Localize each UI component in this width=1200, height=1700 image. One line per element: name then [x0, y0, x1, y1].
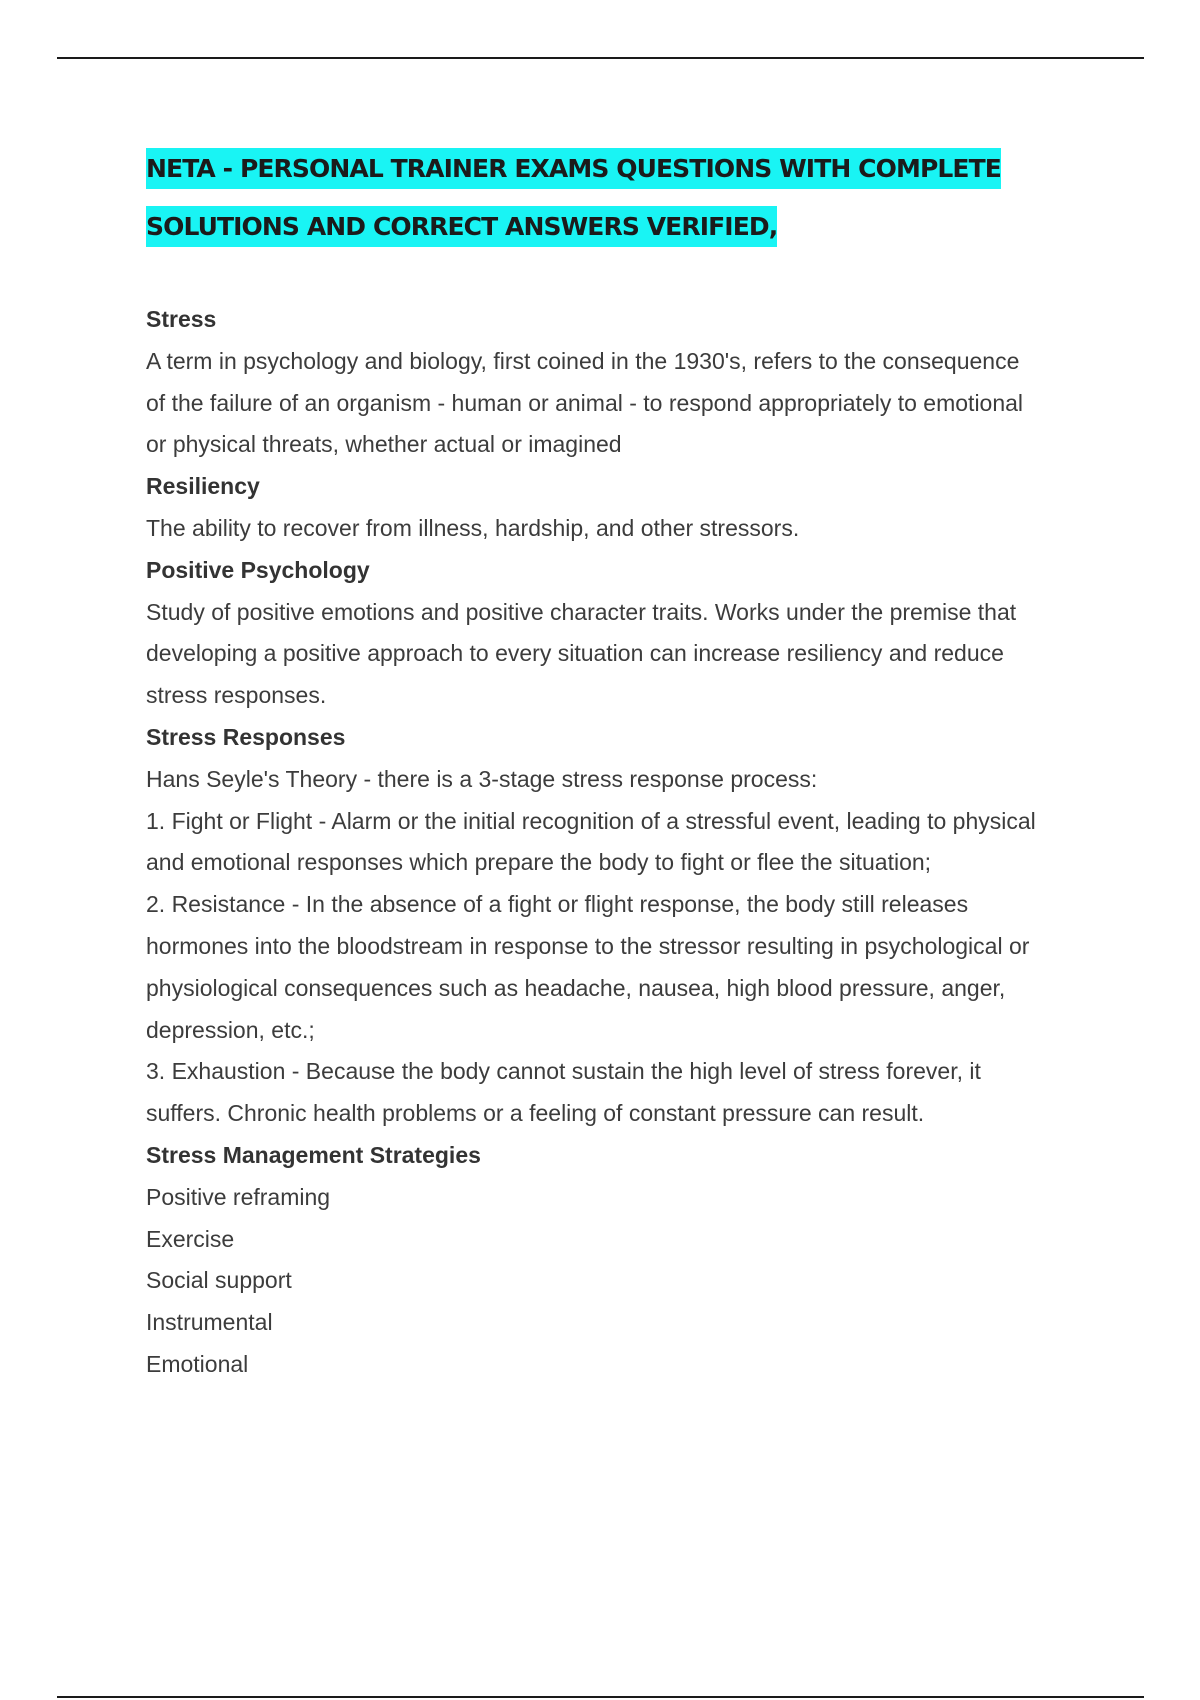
bottom-rule	[57, 1696, 1144, 1698]
term-positive-psychology: Positive Psychology	[146, 556, 370, 583]
definition-line: developing a positive approach to every situation can increase resiliency and reduce	[146, 640, 1004, 667]
term-resiliency: Resiliency	[146, 473, 260, 500]
definition-line: 1. Fight or Flight - Alarm or the initial recognition of a stressful event, leading to physical	[146, 807, 1036, 834]
top-rule	[57, 57, 1144, 59]
definition-line: suffers. Chronic health problems or a feeling of constant pressure can result.	[146, 1100, 925, 1127]
document-title	[146, 140, 1086, 256]
term-stress: Stress	[146, 306, 217, 332]
strategy-item: Social support	[146, 1267, 292, 1294]
definition-line: physiological consequences such as headache, nausea, high blood pressure, anger,	[146, 974, 1006, 1001]
definition-line: or physical threats, whether actual or imagined	[146, 431, 622, 458]
definition-line: of the failure of an organism - human or animal - to respond appropriately to emotional	[146, 389, 1024, 416]
definition-line: stress responses.	[146, 682, 327, 709]
definition-line: hormones into the bloodstream in response to the stressor resulting in psychological or	[146, 932, 1030, 959]
definition-line: Study of positive emotions and positive character traits. Works under the premise that	[146, 598, 1017, 625]
definition-line: Hans Seyle's Theory - there is a 3-stage stress response process:	[146, 765, 818, 792]
strategy-item: Positive reframing	[146, 1183, 331, 1210]
definition-line: A term in psychology and biology, first coined in the 1930's, refers to the consequence	[146, 347, 1020, 374]
strategy-item: Exercise	[146, 1225, 235, 1252]
definition-line: 3. Exhaustion - Because the body cannot sustain the high level of stress forever, it	[146, 1058, 981, 1085]
term-stress-management-strategies: Stress Management Strategies	[146, 1141, 481, 1168]
definition-line: The ability to recover from illness, hardship, and other stressors.	[146, 514, 800, 541]
title-line-2: SOLUTIONS AND CORRECT ANSWERS VERIFIED,	[146, 206, 777, 247]
strategy-item: Instrumental	[146, 1309, 273, 1336]
strategy-item: Emotional	[146, 1350, 249, 1377]
term-stress-responses: Stress Responses	[146, 723, 346, 750]
document-body	[146, 299, 1096, 1386]
title-line-1: NETA - PERSONAL TRAINER EXAMS QUESTIONS WITH COMPLETE	[146, 148, 1001, 189]
definition-line: 2. Resistance - In the absence of a fight or flight response, the body still releases	[146, 891, 969, 918]
definition-line: and emotional responses which prepare the body to fight or flee the situation;	[146, 849, 932, 876]
definition-line: depression, etc.;	[146, 1016, 315, 1043]
